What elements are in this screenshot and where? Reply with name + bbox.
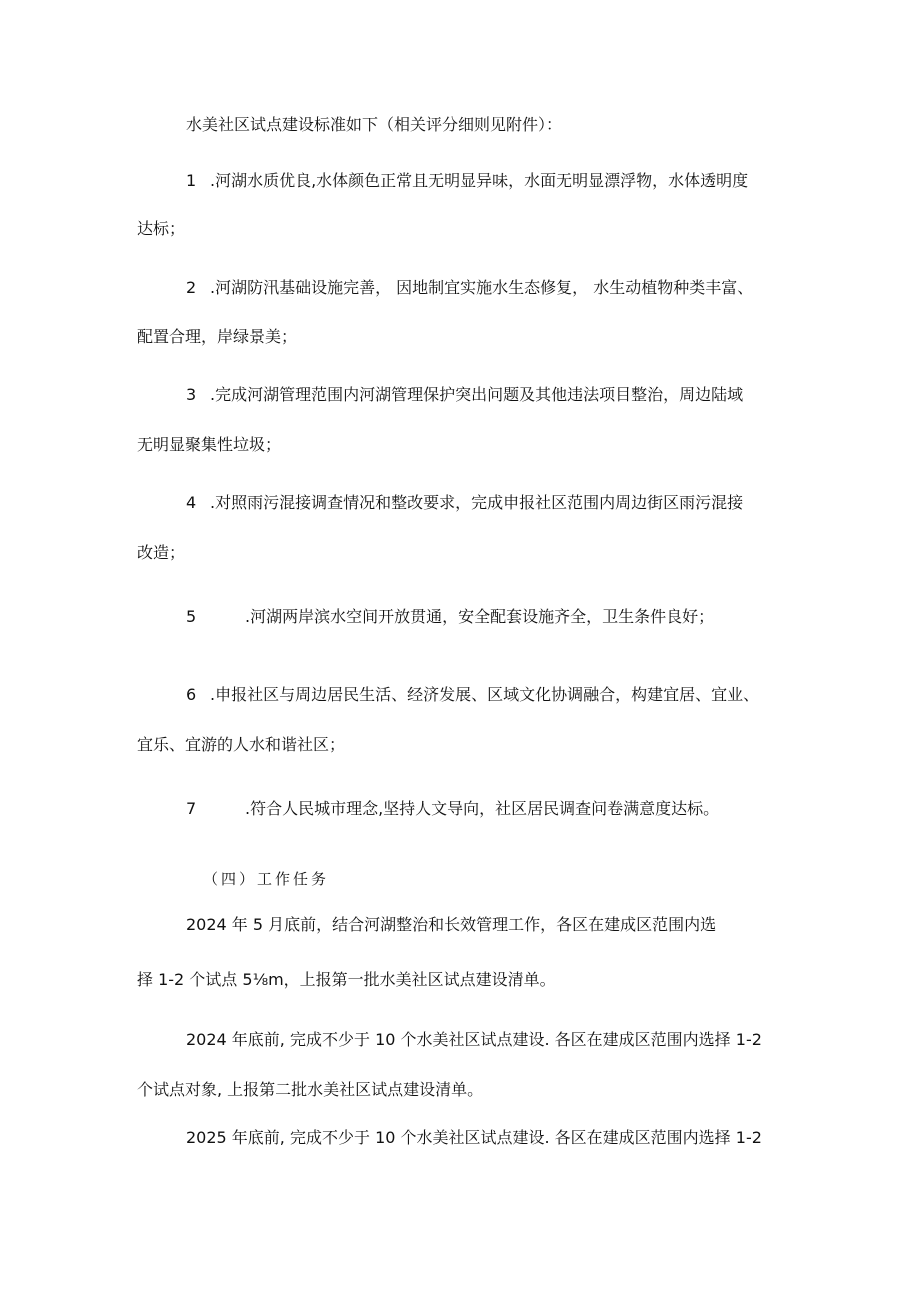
item-number: 2 xyxy=(186,278,197,297)
task-paragraph-continued: 个试点对象, 上报第二批水美社区试点建设清单。 xyxy=(137,1080,484,1099)
item-text: .符合人民城市理念,坚持人文导向，社区居民调查问卷满意度达标。 xyxy=(245,799,720,818)
task-paragraph: 2024 年底前, 完成不少于 10 个水美社区试点建设. 各区在建成区范围内选择 1-2 xyxy=(186,1030,762,1049)
item-text-continued: 达标； xyxy=(137,219,186,238)
item-text-continued: 配置合理，岸绿景美； xyxy=(137,327,298,346)
item-text-continued: 无明显聚集性垃圾； xyxy=(137,435,282,454)
item-number: 4 xyxy=(186,493,197,512)
item-text: .河湖两岸滨水空间开放贯通，安全配套设施齐全，卫生条件良好； xyxy=(245,607,715,626)
item-text: .对照雨污混接调查情况和整改要求，完成申报社区范围内周边街区雨污混接 xyxy=(210,493,744,512)
section-heading: （四）工作任务 xyxy=(203,870,330,888)
item-text-continued: 改造； xyxy=(137,543,186,562)
task-paragraph: 2024 年 5 月底前，结合河湖整治和长效管理工作，各区在建成区范围内选 xyxy=(186,915,717,934)
item-text: .河湖防汛基础设施完善， 因地制宜实施水生态修复， 水生动植物种类丰富、 xyxy=(210,278,754,297)
task-paragraph-continued: 择 1-2 个试点 5⅛m，上报第一批水美社区试点建设清单。 xyxy=(137,970,556,989)
item-text: .河湖水质优良,水体颜色正常且无明显异味，水面无明显漂浮物，水体透明度 xyxy=(210,171,749,190)
task-paragraph: 2025 年底前, 完成不少于 10 个水美社区试点建设. 各区在建成区范围内选择 1-2 xyxy=(186,1128,762,1147)
item-text: .完成河湖管理范围内河湖管理保护突出问题及其他违法项目整治，周边陆域 xyxy=(210,385,744,404)
intro-paragraph: 水美社区试点建设标准如下（相关评分细则见附件）： xyxy=(186,115,563,134)
item-text: .申报社区与周边居民生活、经济发展、区域文化协调融合，构建宜居、宜业、 xyxy=(210,685,760,704)
item-number: 6 xyxy=(186,685,197,704)
item-number: 7 xyxy=(186,799,197,818)
item-text-continued: 宜乐、宜游的人水和谐社区； xyxy=(137,735,346,754)
item-number: 5 xyxy=(186,607,197,626)
item-number: 1 xyxy=(186,171,197,190)
item-number: 3 xyxy=(186,385,197,404)
